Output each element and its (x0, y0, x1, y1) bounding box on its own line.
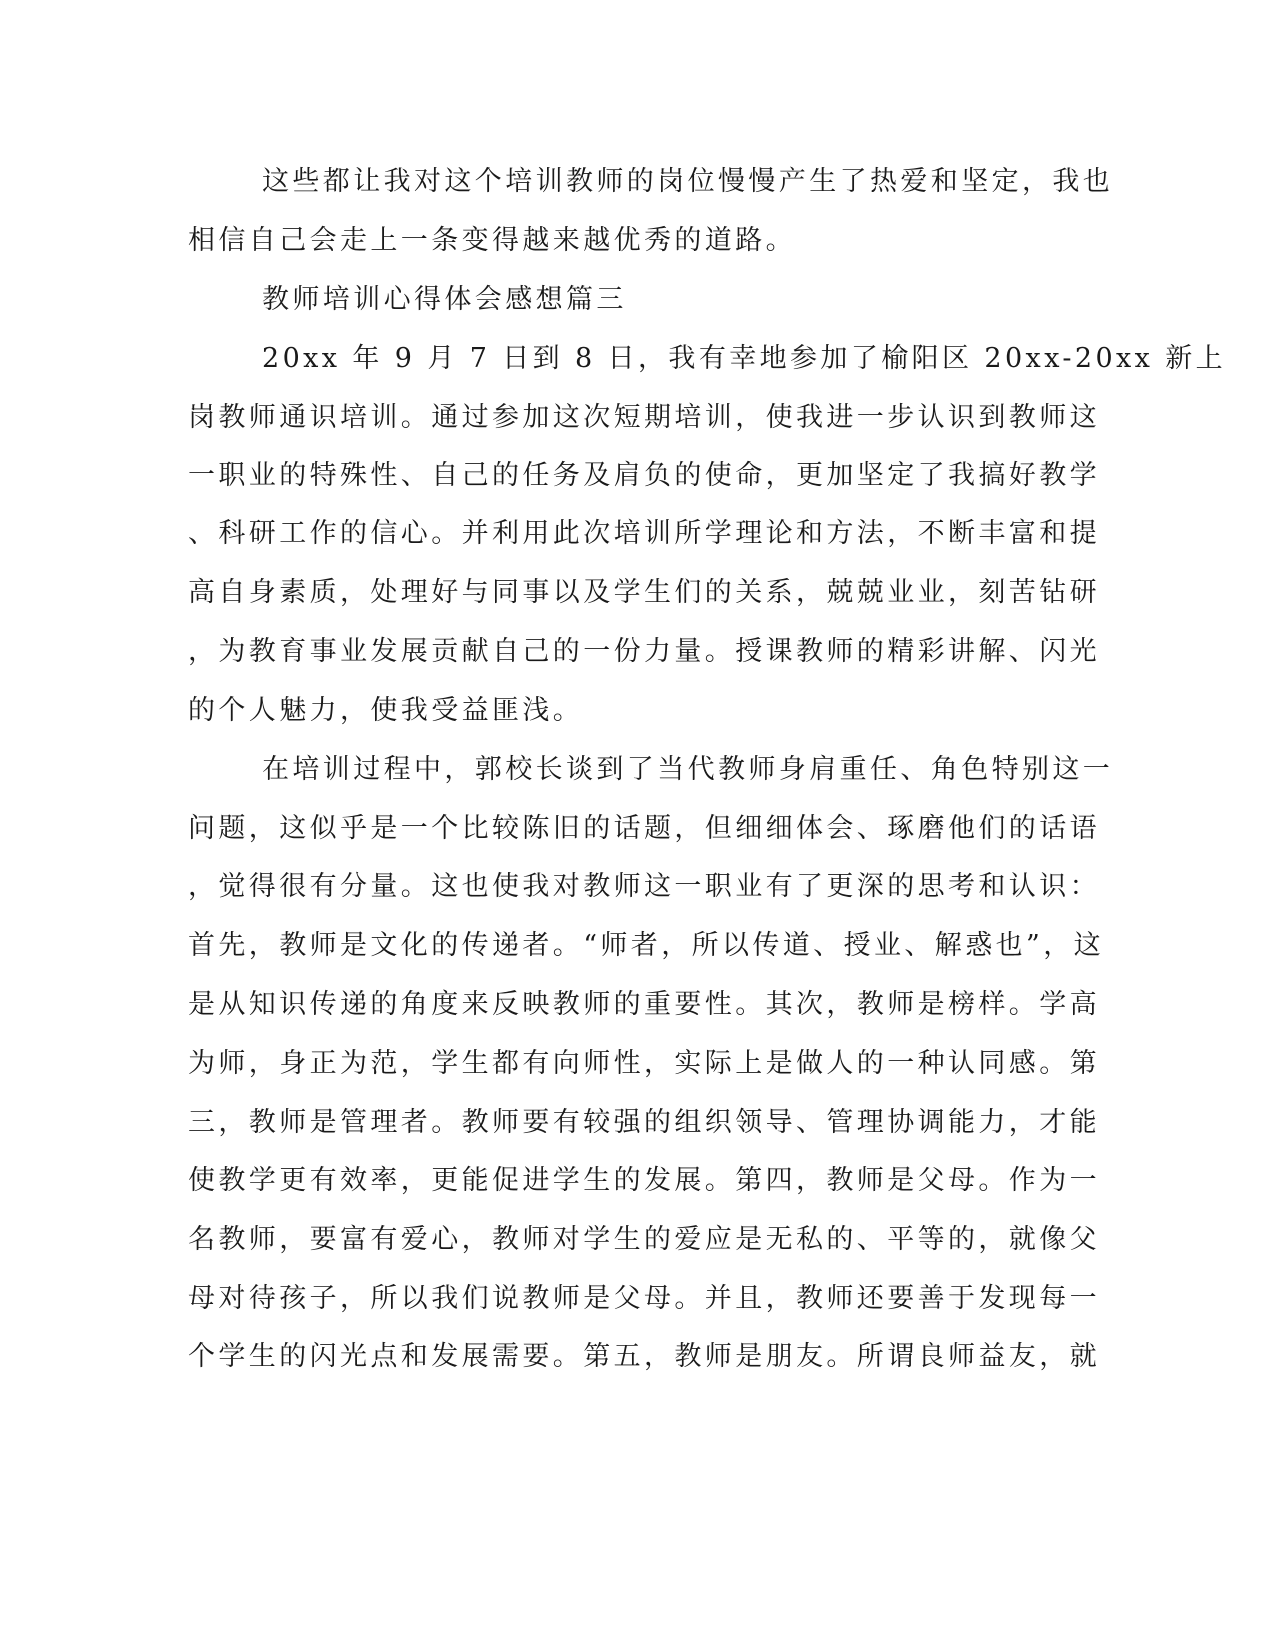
text-line: 、科研工作的信心。并利用此次培训所学理论和方法，不断丰富和提 (188, 518, 1100, 549)
text-line: 首先，教师是文化的传递者。“师者，所以传道、授业、解惑也”，这 (188, 930, 1105, 961)
text-line: 三，教师是管理者。教师要有较强的组织领导、管理协调能力，才能 (188, 1107, 1100, 1138)
text-line: 母对待孩子，所以我们说教师是父母。并且，教师还要善于发现每一 (188, 1283, 1100, 1314)
section-heading: 教师培训心得体会感想篇三 (262, 284, 627, 315)
text-line: 问题，这似乎是一个比较陈旧的话题，但细细体会、琢磨他们的话语 (188, 813, 1100, 844)
text-line: 的个人魅力，使我受益匪浅。 (188, 695, 584, 726)
text-line: 是从知识传递的角度来反映教师的重要性。其次，教师是榜样。学高 (188, 989, 1100, 1020)
text-line: 在培训过程中，郭校长谈到了当代教师身肩重任、角色特别这一 (262, 754, 1114, 785)
text-line: 个学生的闪光点和发展需要。第五，教师是朋友。所谓良师益友，就 (188, 1341, 1100, 1372)
text-line: 高自身素质，处理好与同事以及学生们的关系，兢兢业业，刻苦钻研 (188, 577, 1100, 608)
text-line: 20xx 年 9 月 7 日到 8 日，我有幸地参加了榆阳区 20xx-20xx 新上 (262, 343, 1227, 374)
text-line: 一职业的特殊性、自己的任务及肩负的使命，更加坚定了我搞好教学 (188, 460, 1100, 491)
text-line: ，觉得很有分量。这也使我对教师这一职业有了更深的思考和认识： (188, 871, 1100, 902)
text-line: ，为教育事业发展贡献自己的一份力量。授课教师的精彩讲解、闪光 (188, 636, 1100, 667)
text-line: 相信自己会走上一条变得越来越优秀的道路。 (188, 225, 796, 256)
text-line: 岗教师通识培训。通过参加这次短期培训，使我进一步认识到教师这 (188, 402, 1100, 433)
text-line: 名教师，要富有爱心，教师对学生的爱应是无私的、平等的，就像父 (188, 1224, 1100, 1255)
text-line: 为师，身正为范，学生都有向师性，实际上是做人的一种认同感。第 (188, 1048, 1100, 1079)
text-line: 使教学更有效率，更能促进学生的发展。第四，教师是父母。作为一 (188, 1165, 1100, 1196)
text-line: 这些都让我对这个培训教师的岗位慢慢产生了热爱和坚定，我也 (262, 166, 1114, 197)
